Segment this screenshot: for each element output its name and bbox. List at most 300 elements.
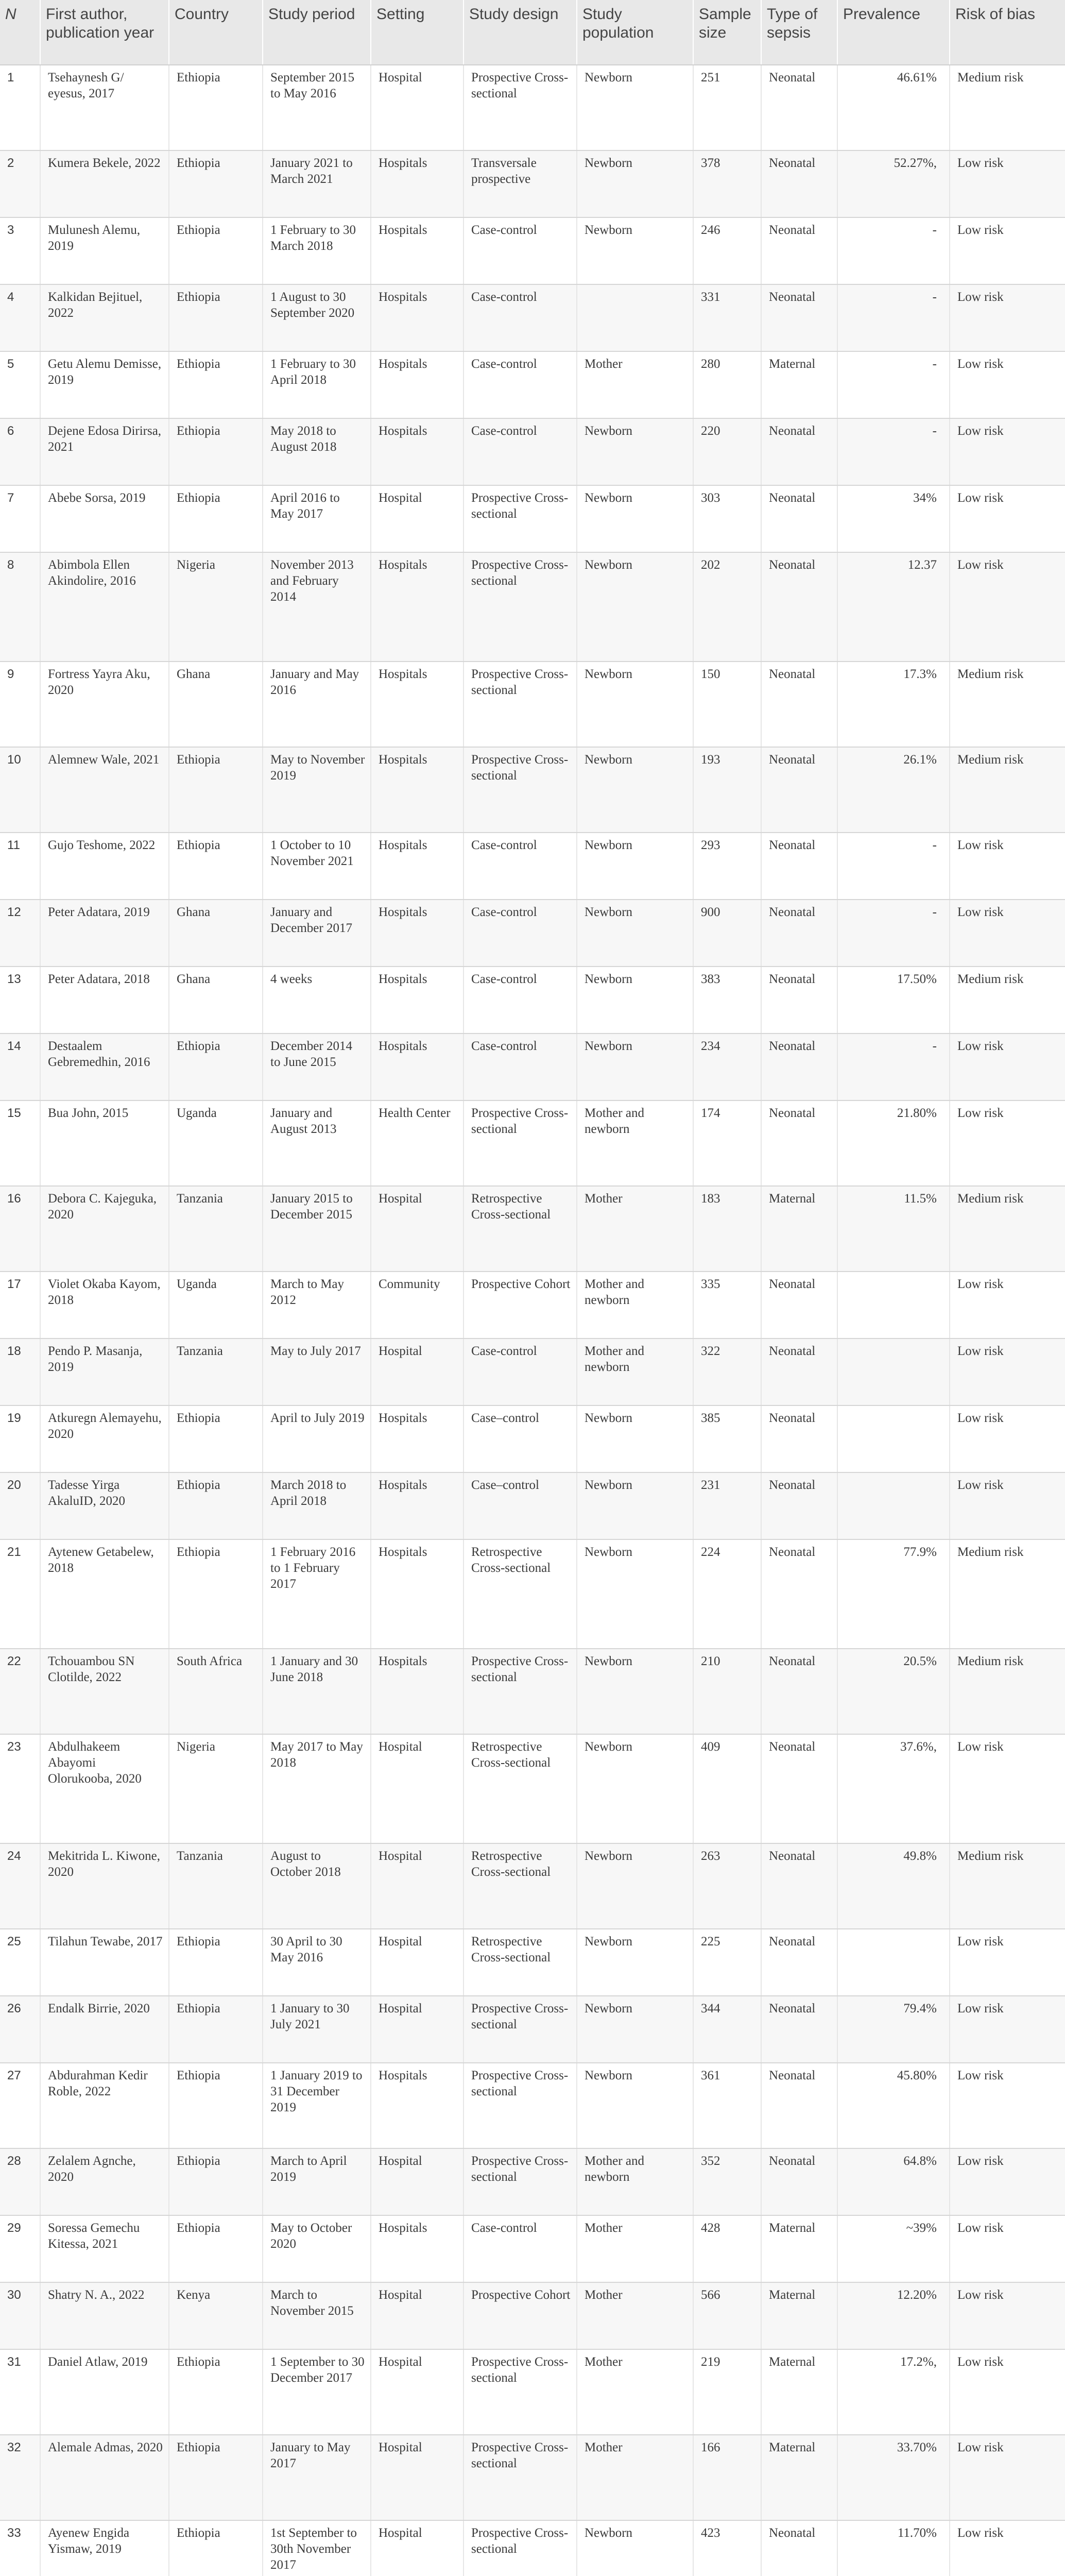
cell-population: Newborn — [577, 485, 693, 552]
cell-setting: Hospitals — [371, 662, 463, 747]
cell-prevalence: - — [837, 284, 950, 351]
cell-author: Tsehaynesh G/ eyesus, 2017 — [40, 65, 169, 150]
cell-country: Ethiopia — [169, 747, 263, 833]
cell-sample: 166 — [693, 2435, 761, 2520]
cell-prevalence: 17.50% — [837, 967, 950, 1033]
cell-setting: Hospital — [371, 2148, 463, 2215]
cell-population: Mother — [577, 2215, 693, 2282]
cell-setting: Hospitals — [371, 1472, 463, 1539]
cell-prevalence: 33.70% — [837, 2435, 950, 2520]
cell-setting: Hospital — [371, 2520, 463, 2576]
cell-prevalence: 12.20% — [837, 2282, 950, 2349]
cell-country: Ethiopia — [169, 1929, 263, 1996]
table-row — [0, 65, 1065, 150]
table-row — [0, 2063, 1065, 2148]
header-design: Study design — [463, 0, 577, 65]
cell-prevalence: 12.37 — [837, 552, 950, 662]
table-row — [0, 351, 1065, 418]
cell-type: Maternal — [761, 2215, 837, 2282]
cell-period: May to October 2020 — [263, 2215, 371, 2282]
cell-prevalence: 52.27%, — [837, 150, 950, 217]
cell-type: Neonatal — [761, 552, 837, 662]
cell-n: 20 — [0, 1472, 40, 1539]
cell-author: Debora C. Kajeguka, 2020 — [40, 1186, 169, 1272]
cell-n: 25 — [0, 1929, 40, 1996]
cell-n: 29 — [0, 2215, 40, 2282]
cell-country: Ethiopia — [169, 2148, 263, 2215]
cell-author: Aytenew Getabelew, 2018 — [40, 1539, 169, 1649]
header-bias: Risk of bias — [950, 0, 1065, 65]
cell-type: Neonatal — [761, 967, 837, 1033]
cell-sample: 303 — [693, 485, 761, 552]
cell-n: 5 — [0, 351, 40, 418]
cell-setting: Hospital — [371, 1996, 463, 2063]
cell-country: Ethiopia — [169, 284, 263, 351]
cell-country: Ethiopia — [169, 833, 263, 900]
cell-author: Atkuregn Alemayehu, 2020 — [40, 1405, 169, 1472]
cell-bias: Low risk — [950, 284, 1065, 351]
cell-prevalence — [837, 1338, 950, 1405]
cell-period: May to November 2019 — [263, 747, 371, 833]
cell-prevalence: - — [837, 217, 950, 284]
cell-n: 21 — [0, 1539, 40, 1649]
cell-design: Retrospective Cross-sectional — [463, 1929, 577, 1996]
cell-design: Prospective Cross-sectional — [463, 65, 577, 150]
cell-author: Abebe Sorsa, 2019 — [40, 485, 169, 552]
cell-period: November 2013 and February 2014 — [263, 552, 371, 662]
cell-sample: 361 — [693, 2063, 761, 2148]
cell-country: Kenya — [169, 2282, 263, 2349]
cell-n: 26 — [0, 1996, 40, 2063]
cell-population: Newborn — [577, 65, 693, 150]
cell-prevalence — [837, 1472, 950, 1539]
cell-type: Neonatal — [761, 747, 837, 833]
cell-type: Maternal — [761, 1186, 837, 1272]
cell-population: Newborn — [577, 1734, 693, 1843]
cell-period: 1 February to 30 March 2018 — [263, 217, 371, 284]
header-type: Type of sepsis — [761, 0, 837, 65]
cell-population: Mother and newborn — [577, 1272, 693, 1338]
cell-sample: 280 — [693, 351, 761, 418]
cell-type: Maternal — [761, 2349, 837, 2435]
cell-period: 1 February to 30 April 2018 — [263, 351, 371, 418]
cell-prevalence: ~39% — [837, 2215, 950, 2282]
cell-bias: Low risk — [950, 2148, 1065, 2215]
cell-setting: Hospitals — [371, 833, 463, 900]
cell-period: August to October 2018 — [263, 1843, 371, 1929]
cell-type: Neonatal — [761, 2063, 837, 2148]
cell-type: Neonatal — [761, 900, 837, 967]
table-row — [0, 2435, 1065, 2520]
cell-population: Newborn — [577, 833, 693, 900]
cell-type: Maternal — [761, 351, 837, 418]
cell-period: April to July 2019 — [263, 1405, 371, 1472]
cell-sample: 428 — [693, 2215, 761, 2282]
cell-prevalence: 46.61% — [837, 65, 950, 150]
cell-n: 12 — [0, 900, 40, 967]
table-row — [0, 150, 1065, 217]
cell-country: Ghana — [169, 900, 263, 967]
cell-sample: 378 — [693, 150, 761, 217]
cell-bias: Low risk — [950, 833, 1065, 900]
header-author: First author, publication year — [40, 0, 169, 65]
cell-design: Prospective Cross-sectional — [463, 1100, 577, 1186]
cell-design: Case-control — [463, 833, 577, 900]
cell-population: Mother and newborn — [577, 1100, 693, 1186]
cell-type: Neonatal — [761, 1405, 837, 1472]
cell-period: 1st September to 30th November 2017 — [263, 2520, 371, 2576]
cell-setting: Hospital — [371, 1186, 463, 1272]
cell-period: March to April 2019 — [263, 2148, 371, 2215]
cell-setting: Hospitals — [371, 900, 463, 967]
cell-period: September 2015 to May 2016 — [263, 65, 371, 150]
cell-type: Neonatal — [761, 1272, 837, 1338]
cell-design: Case-control — [463, 284, 577, 351]
cell-population: Newborn — [577, 552, 693, 662]
cell-design: Prospective Cross-sectional — [463, 2063, 577, 2148]
cell-period: May to July 2017 — [263, 1338, 371, 1405]
cell-sample: 210 — [693, 1649, 761, 1734]
cell-period: March to November 2015 — [263, 2282, 371, 2349]
table-row — [0, 1472, 1065, 1539]
table-row — [0, 1649, 1065, 1734]
table-row — [0, 1100, 1065, 1186]
table-row — [0, 485, 1065, 552]
cell-design: Prospective Cross-sectional — [463, 1996, 577, 2063]
cell-setting: Hospitals — [371, 150, 463, 217]
table-row — [0, 552, 1065, 662]
cell-design: Case-control — [463, 967, 577, 1033]
cell-author: Kumera Bekele, 2022 — [40, 150, 169, 217]
cell-prevalence: - — [837, 900, 950, 967]
cell-sample: 219 — [693, 2349, 761, 2435]
header-setting: Setting — [371, 0, 463, 65]
cell-setting: Hospital — [371, 2282, 463, 2349]
cell-sample: 193 — [693, 747, 761, 833]
cell-type: Neonatal — [761, 1539, 837, 1649]
cell-type: Neonatal — [761, 1338, 837, 1405]
cell-period: 1 January to 30 July 2021 — [263, 1996, 371, 2063]
cell-type: Neonatal — [761, 65, 837, 150]
cell-n: 1 — [0, 65, 40, 150]
cell-population: Newborn — [577, 1649, 693, 1734]
cell-prevalence — [837, 1929, 950, 1996]
cell-population: Newborn — [577, 217, 693, 284]
table-row — [0, 2215, 1065, 2282]
cell-prevalence — [837, 1405, 950, 1472]
cell-sample: 174 — [693, 1100, 761, 1186]
cell-period: 1 October to 10 November 2021 — [263, 833, 371, 900]
cell-design: Prospective Cross-sectional — [463, 662, 577, 747]
table-row — [0, 747, 1065, 833]
cell-setting: Hospitals — [371, 284, 463, 351]
cell-bias: Low risk — [950, 418, 1065, 485]
cell-type: Maternal — [761, 2282, 837, 2349]
cell-prevalence: 79.4% — [837, 1996, 950, 2063]
cell-type: Neonatal — [761, 485, 837, 552]
cell-country: Ethiopia — [169, 351, 263, 418]
cell-prevalence: 49.8% — [837, 1843, 950, 1929]
cell-design: Case-control — [463, 1338, 577, 1405]
cell-setting: Hospitals — [371, 552, 463, 662]
cell-population: Newborn — [577, 900, 693, 967]
cell-country: Ethiopia — [169, 2349, 263, 2435]
cell-country: Tanzania — [169, 1843, 263, 1929]
cell-n: 31 — [0, 2349, 40, 2435]
cell-country: South Africa — [169, 1649, 263, 1734]
cell-prevalence: 17.3% — [837, 662, 950, 747]
cell-type: Neonatal — [761, 217, 837, 284]
cell-author: Endalk Birrie, 2020 — [40, 1996, 169, 2063]
cell-sample: 246 — [693, 217, 761, 284]
cell-setting: Hospital — [371, 65, 463, 150]
cell-sample: 322 — [693, 1338, 761, 1405]
cell-population — [577, 284, 693, 351]
header-row — [0, 0, 1065, 65]
cell-n: 28 — [0, 2148, 40, 2215]
cell-type: Neonatal — [761, 284, 837, 351]
cell-author: Gujo Teshome, 2022 — [40, 833, 169, 900]
cell-n: 33 — [0, 2520, 40, 2576]
cell-n: 22 — [0, 1649, 40, 1734]
cell-setting: Hospital — [371, 1734, 463, 1843]
cell-population: Newborn — [577, 747, 693, 833]
cell-period: May 2017 to May 2018 — [263, 1734, 371, 1843]
cell-bias: Medium risk — [950, 967, 1065, 1033]
cell-author: Bua John, 2015 — [40, 1100, 169, 1186]
cell-setting: Hospital — [371, 2349, 463, 2435]
cell-bias: Low risk — [950, 1472, 1065, 1539]
cell-setting: Hospitals — [371, 2063, 463, 2148]
cell-country: Ethiopia — [169, 65, 263, 150]
cell-sample: 224 — [693, 1539, 761, 1649]
table-row — [0, 1539, 1065, 1649]
cell-prevalence: - — [837, 833, 950, 900]
cell-period: 1 February 2016 to 1 February 2017 — [263, 1539, 371, 1649]
cell-n: 15 — [0, 1100, 40, 1186]
cell-sample: 202 — [693, 552, 761, 662]
cell-n: 14 — [0, 1033, 40, 1100]
table-row — [0, 1272, 1065, 1338]
cell-bias: Low risk — [950, 2282, 1065, 2349]
cell-design: Prospective Cross-sectional — [463, 485, 577, 552]
cell-author: Peter Adatara, 2019 — [40, 900, 169, 967]
cell-population: Newborn — [577, 1472, 693, 1539]
cell-design: Case-control — [463, 217, 577, 284]
cell-bias: Medium risk — [950, 1186, 1065, 1272]
table-row — [0, 284, 1065, 351]
cell-country: Ethiopia — [169, 2215, 263, 2282]
cell-period: 4 weeks — [263, 967, 371, 1033]
cell-bias: Low risk — [950, 900, 1065, 967]
cell-n: 19 — [0, 1405, 40, 1472]
cell-type: Maternal — [761, 2435, 837, 2520]
cell-period: 1 August to 30 September 2020 — [263, 284, 371, 351]
cell-bias: Low risk — [950, 1100, 1065, 1186]
cell-design: Retrospective Cross-sectional — [463, 1843, 577, 1929]
cell-n: 2 — [0, 150, 40, 217]
cell-population: Newborn — [577, 662, 693, 747]
cell-n: 24 — [0, 1843, 40, 1929]
cell-type: Neonatal — [761, 150, 837, 217]
cell-design: Case-control — [463, 418, 577, 485]
cell-country: Uganda — [169, 1272, 263, 1338]
cell-n: 4 — [0, 284, 40, 351]
cell-period: January and August 2013 — [263, 1100, 371, 1186]
header-n: N — [0, 0, 40, 65]
header-period: Study period — [263, 0, 371, 65]
cell-bias: Low risk — [950, 485, 1065, 552]
cell-bias: Low risk — [950, 2349, 1065, 2435]
cell-country: Ethiopia — [169, 2063, 263, 2148]
cell-bias: Low risk — [950, 1272, 1065, 1338]
cell-n: 7 — [0, 485, 40, 552]
cell-period: 1 September to 30 December 2017 — [263, 2349, 371, 2435]
cell-country: Ghana — [169, 967, 263, 1033]
cell-period: January and May 2016 — [263, 662, 371, 747]
cell-bias: Low risk — [950, 217, 1065, 284]
cell-period: January 2021 to March 2021 — [263, 150, 371, 217]
cell-author: Alemale Admas, 2020 — [40, 2435, 169, 2520]
cell-author: Abimbola Ellen Akindolire, 2016 — [40, 552, 169, 662]
cell-setting: Hospitals — [371, 1405, 463, 1472]
table-row — [0, 2520, 1065, 2576]
cell-bias: Low risk — [950, 552, 1065, 662]
cell-setting: Hospitals — [371, 1649, 463, 1734]
cell-period: December 2014 to June 2015 — [263, 1033, 371, 1100]
cell-author: Ayenew Engida Yismaw, 2019 — [40, 2520, 169, 2576]
cell-n: 32 — [0, 2435, 40, 2520]
cell-type: Neonatal — [761, 662, 837, 747]
cell-period: January 2015 to December 2015 — [263, 1186, 371, 1272]
cell-n: 9 — [0, 662, 40, 747]
cell-prevalence: 45.80% — [837, 2063, 950, 2148]
cell-population: Mother — [577, 351, 693, 418]
cell-sample: 331 — [693, 284, 761, 351]
cell-design: Prospective Cross-sectional — [463, 2435, 577, 2520]
cell-population: Mother — [577, 2435, 693, 2520]
cell-n: 27 — [0, 2063, 40, 2148]
cell-setting: Hospitals — [371, 351, 463, 418]
cell-design: Case-control — [463, 2215, 577, 2282]
cell-population: Mother — [577, 2349, 693, 2435]
cell-prevalence: 37.6%, — [837, 1734, 950, 1843]
table-row — [0, 2148, 1065, 2215]
cell-design: Case-control — [463, 351, 577, 418]
table-row — [0, 900, 1065, 967]
cell-prevalence: 20.5% — [837, 1649, 950, 1734]
cell-sample: 335 — [693, 1272, 761, 1338]
cell-population: Newborn — [577, 150, 693, 217]
cell-sample: 409 — [693, 1734, 761, 1843]
cell-country: Ethiopia — [169, 1539, 263, 1649]
table-body — [0, 65, 1065, 2576]
cell-type: Neonatal — [761, 1649, 837, 1734]
cell-bias: Low risk — [950, 1734, 1065, 1843]
cell-author: Dejene Edosa Dirirsa, 2021 — [40, 418, 169, 485]
cell-design: Case-control — [463, 900, 577, 967]
cell-design: Prospective Cross-sectional — [463, 1649, 577, 1734]
cell-country: Uganda — [169, 1100, 263, 1186]
cell-author: Tadesse Yirga AkaluID, 2020 — [40, 1472, 169, 1539]
cell-country: Nigeria — [169, 1734, 263, 1843]
cell-n: 17 — [0, 1272, 40, 1338]
cell-type: Neonatal — [761, 1996, 837, 2063]
cell-setting: Hospitals — [371, 1539, 463, 1649]
header-sample: Sample size — [693, 0, 761, 65]
cell-setting: Hospitals — [371, 418, 463, 485]
cell-setting: Hospitals — [371, 967, 463, 1033]
cell-population: Mother — [577, 1186, 693, 1272]
table-row — [0, 1843, 1065, 1929]
cell-prevalence: - — [837, 418, 950, 485]
cell-country: Tanzania — [169, 1338, 263, 1405]
cell-type: Neonatal — [761, 1843, 837, 1929]
cell-period: 1 January and 30 June 2018 — [263, 1649, 371, 1734]
cell-bias: Medium risk — [950, 662, 1065, 747]
cell-n: 6 — [0, 418, 40, 485]
cell-setting: Hospitals — [371, 2215, 463, 2282]
cell-country: Ethiopia — [169, 150, 263, 217]
cell-sample: 293 — [693, 833, 761, 900]
cell-author: Zelalem Agnche, 2020 — [40, 2148, 169, 2215]
cell-author: Pendo P. Masanja, 2019 — [40, 1338, 169, 1405]
cell-prevalence: 34% — [837, 485, 950, 552]
cell-bias: Medium risk — [950, 1843, 1065, 1929]
cell-bias: Low risk — [950, 2063, 1065, 2148]
cell-country: Ethiopia — [169, 1472, 263, 1539]
cell-author: Tchouambou SN Clotilde, 2022 — [40, 1649, 169, 1734]
cell-author: Daniel Atlaw, 2019 — [40, 2349, 169, 2435]
cell-design: Transversale prospective — [463, 150, 577, 217]
cell-population: Newborn — [577, 967, 693, 1033]
cell-sample: 251 — [693, 65, 761, 150]
cell-period: January to May 2017 — [263, 2435, 371, 2520]
cell-author: Soressa Gemechu Kitessa, 2021 — [40, 2215, 169, 2282]
cell-bias: Medium risk — [950, 1539, 1065, 1649]
cell-population: Newborn — [577, 1929, 693, 1996]
cell-design: Prospective Cross-sectional — [463, 2349, 577, 2435]
cell-sample: 263 — [693, 1843, 761, 1929]
table-row — [0, 1033, 1065, 1100]
cell-country: Ethiopia — [169, 418, 263, 485]
cell-author: Getu Alemu Demisse, 2019 — [40, 351, 169, 418]
table-row — [0, 1929, 1065, 1996]
cell-population: Newborn — [577, 1539, 693, 1649]
cell-type: Neonatal — [761, 418, 837, 485]
cell-prevalence — [837, 1272, 950, 1338]
cell-sample: 225 — [693, 1929, 761, 1996]
cell-type: Neonatal — [761, 1734, 837, 1843]
table-row — [0, 217, 1065, 284]
cell-country: Nigeria — [169, 552, 263, 662]
cell-population: Newborn — [577, 1996, 693, 2063]
cell-prevalence: 11.70% — [837, 2520, 950, 2576]
cell-sample: 231 — [693, 1472, 761, 1539]
cell-sample: 150 — [693, 662, 761, 747]
cell-bias: Medium risk — [950, 65, 1065, 150]
cell-n: 8 — [0, 552, 40, 662]
cell-population: Newborn — [577, 2063, 693, 2148]
cell-period: 30 April to 30 May 2016 — [263, 1929, 371, 1996]
header-population: Study population — [577, 0, 693, 65]
cell-design: Prospective Cross-sectional — [463, 2520, 577, 2576]
cell-prevalence: - — [837, 351, 950, 418]
cell-setting: Hospitals — [371, 1033, 463, 1100]
cell-country: Ethiopia — [169, 2520, 263, 2576]
cell-n: 13 — [0, 967, 40, 1033]
cell-prevalence: 26.1% — [837, 747, 950, 833]
